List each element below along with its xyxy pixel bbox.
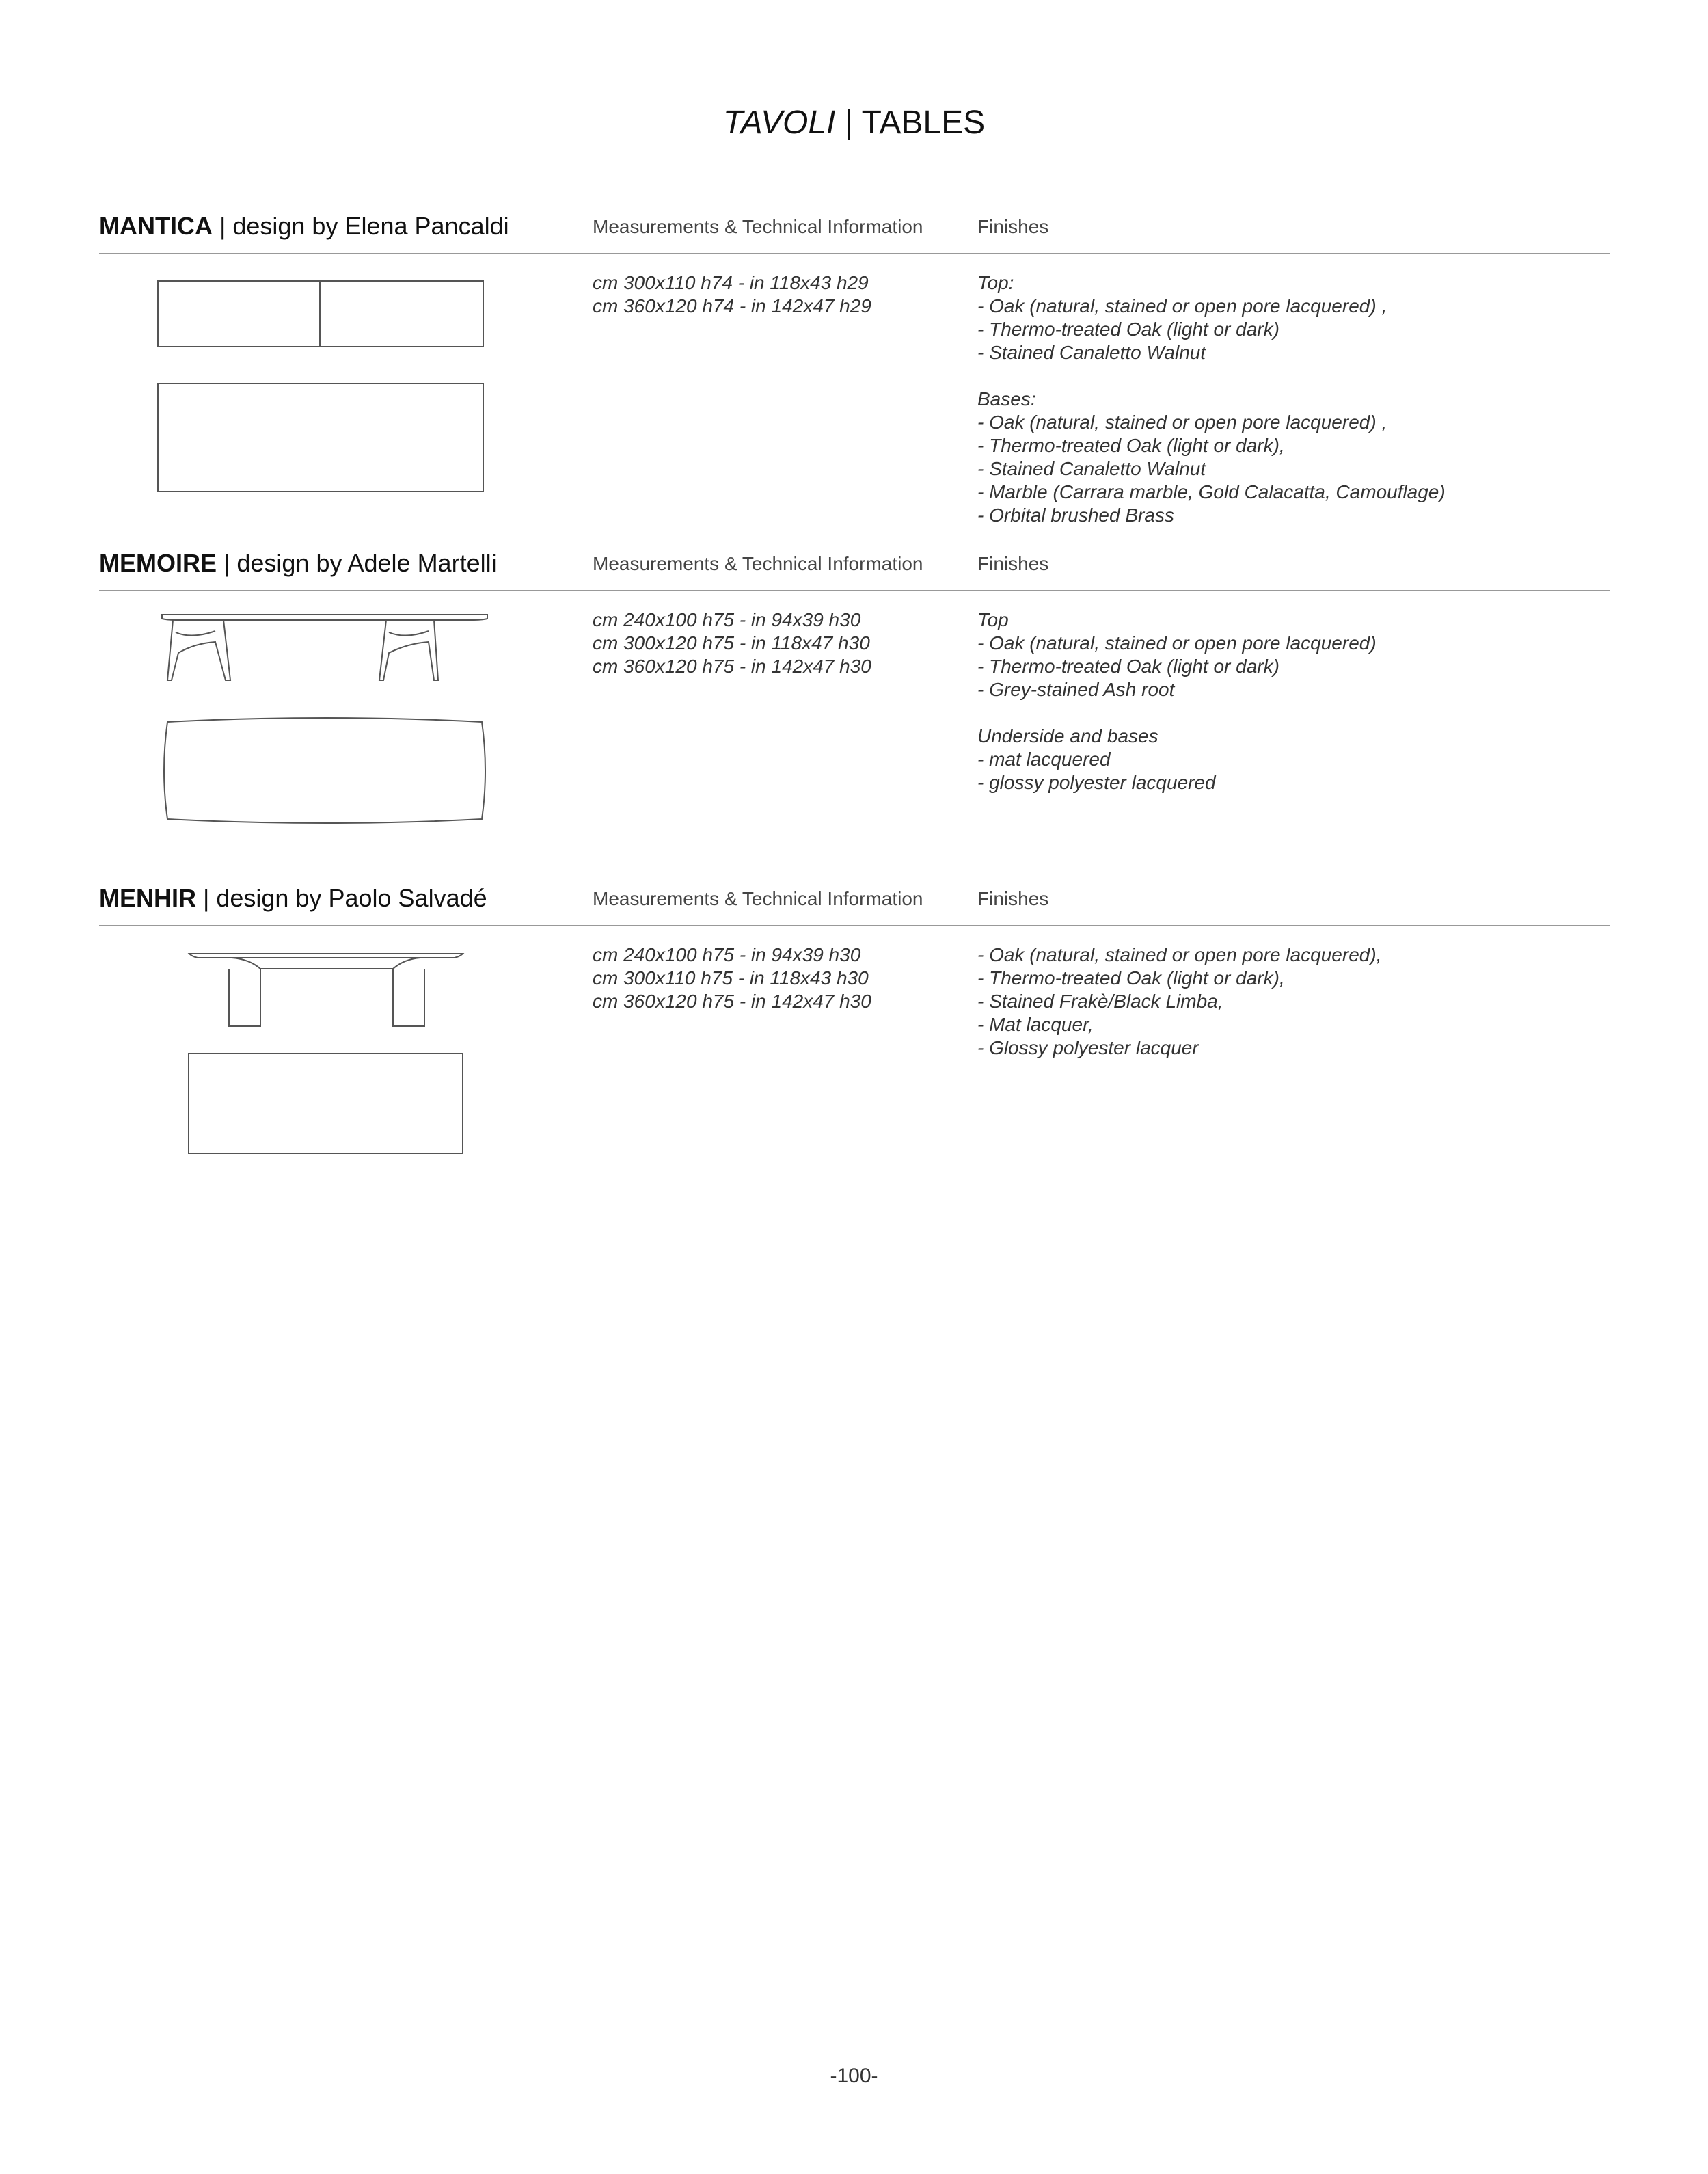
page-title: [0, 104, 1708, 142]
section-header: [99, 884, 1610, 932]
finish-item: - glossy polyester lacquered: [977, 772, 1216, 793]
finish-item: - Stained Canaletto Walnut: [977, 458, 1206, 479]
finish-item: - Thermo-treated Oak (light or dark): [977, 319, 1279, 340]
finish-item: - Thermo-treated Oak (light or dark),: [977, 967, 1285, 989]
product-name: [99, 884, 487, 913]
menhir-top-view-drawing: [188, 1053, 465, 1155]
measurement-line: cm 240x100 h75 - in 94x39 h30: [593, 944, 861, 965]
finish-item: - Marble (Carrara marble, Gold Calacatta, Camouflage): [977, 481, 1446, 502]
measurements-header: Measurements & Technical Information: [593, 553, 923, 574]
section-divider: [99, 253, 1610, 254]
section-header: [99, 549, 1610, 597]
product-name: [99, 549, 497, 578]
finish-item: - Oak (natural, stained or open pore lacquered),: [977, 944, 1382, 965]
product-name-bold: MANTICA: [99, 212, 213, 240]
product-name-bold: MEMOIRE: [99, 549, 217, 577]
page-title-rest: | TABLES: [835, 105, 986, 141]
finish-item: - Orbital brushed Brass: [977, 505, 1174, 526]
finish-item: - Glossy polyester lacquer: [977, 1037, 1199, 1058]
finish-item: - Oak (natural, stained or open pore lacquered) ,: [977, 295, 1387, 317]
finishes-list: [977, 271, 1446, 527]
page-title-italic: TAVOLI: [722, 105, 836, 141]
measurement-line: cm 360x120 h74 - in 142x47 h29: [593, 295, 871, 317]
finishes-group-title: Underside and bases: [977, 725, 1158, 747]
measurements-list: [593, 943, 871, 1013]
measurement-line: cm 300x110 h74 - in 118x43 h29: [593, 272, 869, 293]
finishes-group-title: Bases:: [977, 388, 1036, 410]
product-name-bold: MENHIR: [99, 884, 196, 912]
section-header: [99, 212, 1610, 260]
product-designer: | design by Adele Martelli: [217, 549, 497, 577]
measurement-line: cm 300x110 h75 - in 118x43 h30: [593, 967, 869, 989]
finish-item: - Stained Canaletto Walnut: [977, 342, 1206, 363]
finish-item: - Thermo-treated Oak (light or dark): [977, 656, 1279, 677]
finishes-group-title: Top: [977, 609, 1009, 630]
section-divider: [99, 590, 1610, 591]
measurement-line: cm 240x100 h75 - in 94x39 h30: [593, 609, 861, 630]
measurements-list: [593, 271, 871, 318]
menhir-side-view-drawing: [188, 952, 465, 1028]
memoire-side-view-drawing: [161, 612, 496, 687]
finish-item: - Thermo-treated Oak (light or dark),: [977, 435, 1285, 456]
finish-item: - Grey-stained Ash root: [977, 679, 1175, 700]
measurement-line: cm 300x120 h75 - in 118x47 h30: [593, 632, 870, 654]
mantica-top-view-drawing: [157, 383, 485, 494]
finish-item: - Stained Frakè/Black Limba,: [977, 991, 1223, 1012]
product-designer: | design by Elena Pancaldi: [212, 212, 509, 240]
mantica-side-view-drawing: [157, 280, 485, 349]
measurement-line: cm 360x120 h75 - in 142x47 h30: [593, 991, 871, 1012]
finish-item: - Oak (natural, stained or open pore lacquered) ,: [977, 412, 1387, 433]
product-designer: | design by Paolo Salvadé: [196, 884, 487, 912]
finishes-list: [977, 943, 1381, 1060]
section-divider: [99, 925, 1610, 926]
memoire-top-view-drawing: [161, 716, 496, 826]
finishes-header: Finishes: [977, 888, 1049, 909]
measurements-list: [593, 608, 871, 678]
finishes-header: Finishes: [977, 553, 1049, 574]
section-menhir: [99, 884, 1610, 1058]
product-name: [99, 212, 509, 241]
finishes-header: Finishes: [977, 216, 1049, 237]
measurement-line: cm 360x120 h75 - in 142x47 h30: [593, 656, 871, 677]
finishes-group-title: Top:: [977, 272, 1014, 293]
section-mantica: [99, 212, 1610, 526]
section-memoire: [99, 549, 1610, 793]
page-number: -100-: [830, 2065, 878, 2087]
finish-item: - mat lacquered: [977, 749, 1111, 770]
finish-item: - Mat lacquer,: [977, 1014, 1094, 1035]
finish-item: - Oak (natural, stained or open pore lacquered): [977, 632, 1377, 654]
measurements-header: Measurements & Technical Information: [593, 888, 923, 909]
finishes-list: [977, 608, 1377, 794]
measurements-header: Measurements & Technical Information: [593, 216, 923, 237]
